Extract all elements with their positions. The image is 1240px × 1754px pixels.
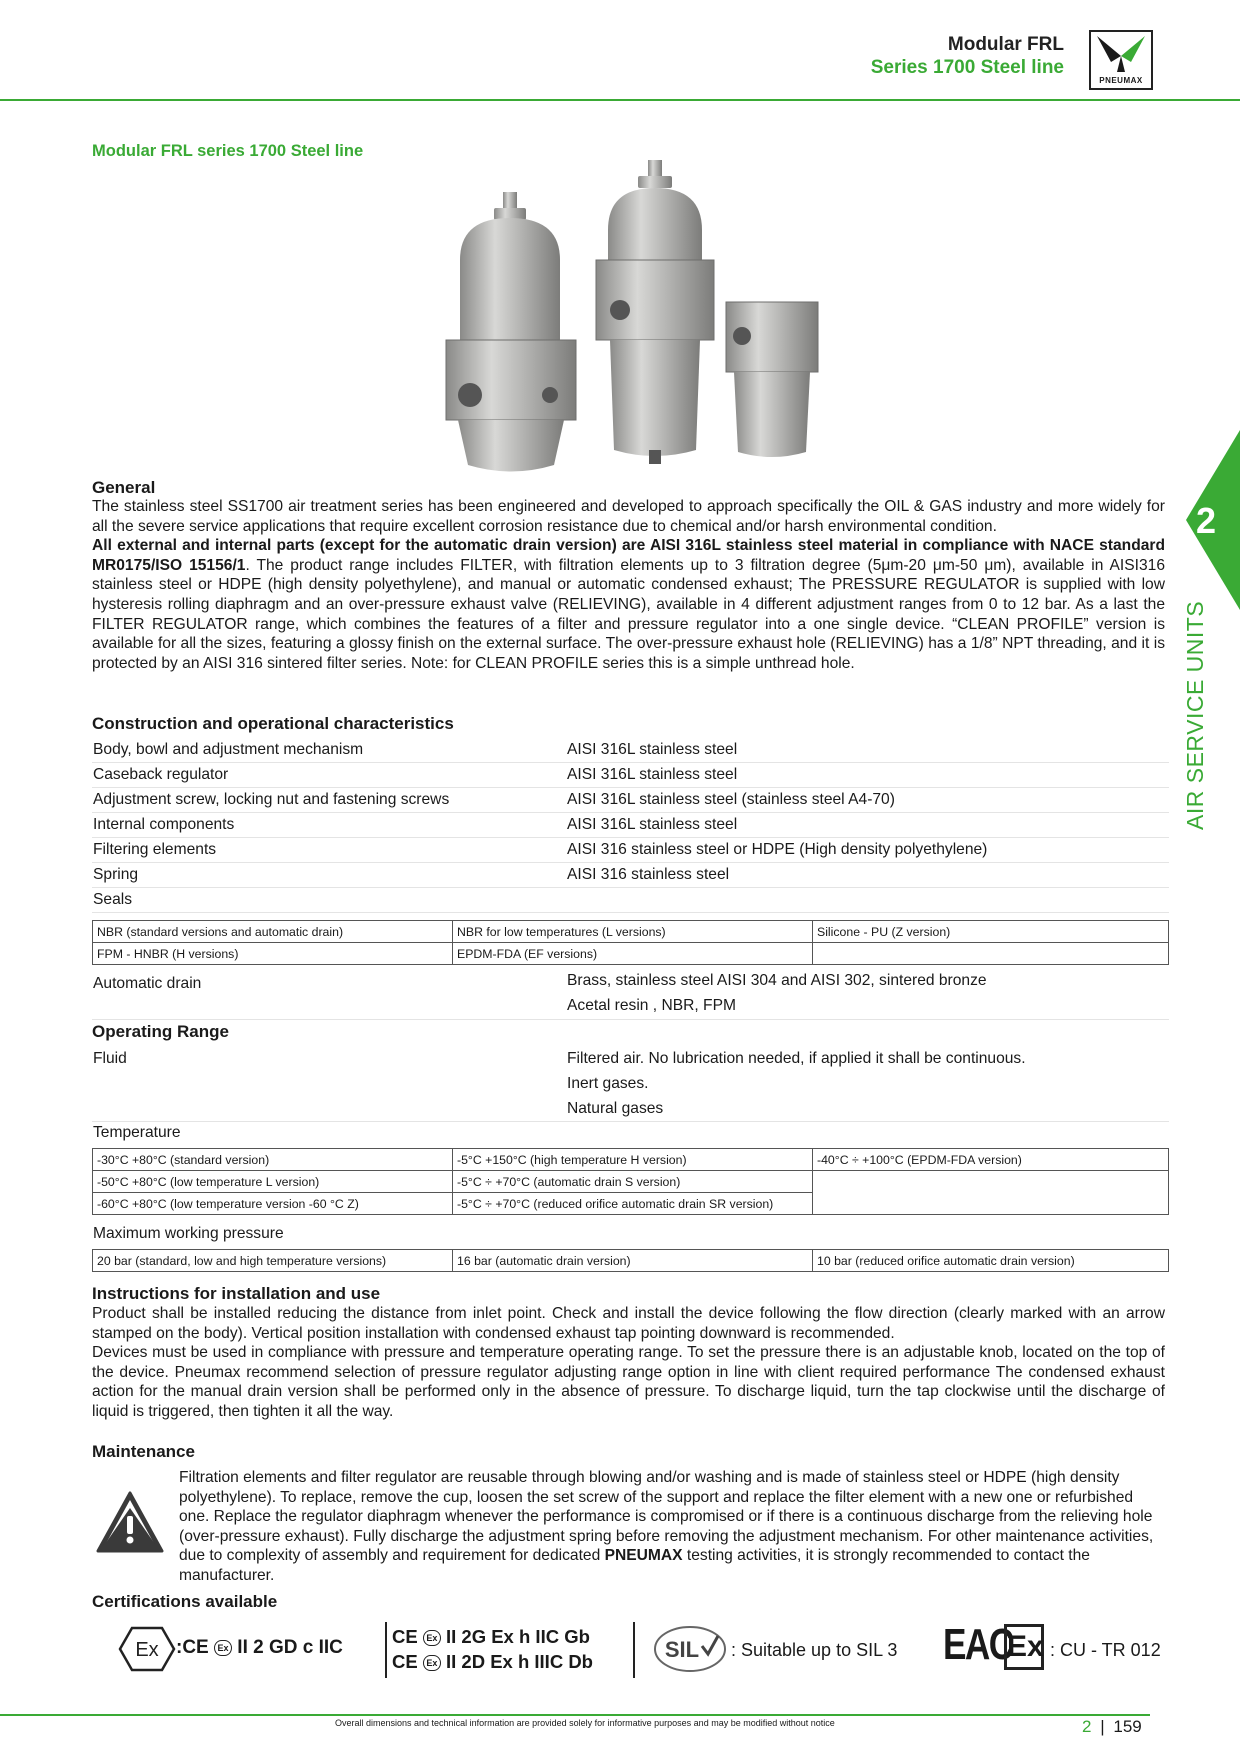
atex-hexagon-text: Ex (135, 1639, 159, 1661)
fluid-value: Inert gases. (567, 1075, 649, 1092)
maintenance-text (179, 1468, 1165, 1586)
atex-cert-1: :CE Ex II 2 GD c IIC (176, 1637, 343, 1658)
seals-table (92, 920, 1169, 965)
spec-value: AISI 316L stainless steel (567, 816, 738, 833)
spec-row (92, 862, 1169, 888)
header-subtitle: Series 1700 Steel line (870, 57, 1064, 78)
ce-mark: CE (392, 1651, 418, 1672)
maintenance-text-main: Filtration elements and filter regulator are reusable through blowing and/or washing and is made of stainless steel or HDPE (high density polyethylene). To replace, remove the cup, loosen the set screw of the support and replace the filter element with a new one or refurbished one. Replace the regulator diaphragm whenever the performance is compromised or if there is a continuous discharge from the relieving hole (over-pressure exhaust). Fully discharge the adjustment spring before removing the adjustment mechanism. For other maintenance activities, due to complexity of assembly and requirement for dedicated (179, 1469, 1154, 1565)
spec-label: Caseback regulator (93, 766, 229, 783)
table-cell: -5°C ÷ +70°C (automatic drain S version) (453, 1171, 813, 1193)
table-cell: 10 bar (reduced orifice automatic drain version) (813, 1250, 1169, 1272)
logo-mark-icon (1091, 32, 1151, 76)
installation-text (92, 1304, 1165, 1422)
general-title: General (92, 478, 156, 497)
fluid-label: Fluid (93, 1050, 127, 1067)
eac-text: : CU - TR 012 (1050, 1640, 1161, 1660)
spec-value: AISI 316L stainless steel (567, 766, 738, 783)
table-row (93, 921, 1169, 943)
spec-label: Filtering elements (93, 841, 217, 858)
atex-cert-2b-text: II 2D Ex h IIIC Db (445, 1651, 593, 1672)
drain-value: Acetal resin , NBR, FPM (567, 997, 736, 1014)
pressure-table (92, 1249, 1169, 1272)
table-cell: 20 bar (standard, low and high temperature versions) (93, 1250, 453, 1272)
atex-cert-1-text: II 2 GD c IIC (237, 1637, 343, 1658)
maintenance-title: Maintenance (92, 1442, 195, 1461)
product-photo (430, 160, 840, 480)
page-ref: 159 (1113, 1717, 1142, 1736)
maintenance-text-end: testing activities, it is strongly recommended to contact the manufacturer. (179, 1547, 1090, 1584)
table-row (93, 1250, 1169, 1272)
maintenance-brand: PNEUMAX (604, 1547, 683, 1565)
sil-logo-text: SIL (664, 1637, 700, 1662)
table-cell: 16 bar (automatic drain version) (453, 1250, 813, 1272)
atex-cert-2b (392, 1651, 593, 1673)
pneumax-logo (1089, 30, 1153, 90)
certifications-title: Certifications available (92, 1592, 278, 1611)
general-text (92, 497, 1165, 673)
construction-title: Construction and operational characteristics (92, 714, 454, 733)
ce-mark: CE (392, 1626, 418, 1647)
table-cell (813, 943, 1169, 965)
table-cell (813, 1171, 1169, 1215)
ce-mark: CE (182, 1637, 209, 1658)
table-cell: -40°C ÷ +100°C (EPDM-FDA version) (813, 1149, 1169, 1171)
spec-row (92, 787, 1169, 813)
eac-logo: EAC (943, 1620, 1013, 1669)
installation-p1: Product shall be installed reducing the distance from inlet point. Check and install the device following the flow direction (clearly marked with an arrow stamped on the body). Vertical position installation with condensed exhaust tap pointing downward is recommended. (92, 1305, 1165, 1342)
spec-row (92, 969, 1169, 1020)
temperature-label: Temperature (93, 1124, 181, 1141)
atex-hexagon-icon (118, 1624, 176, 1674)
temperature-table (92, 1148, 1169, 1215)
atex-cert-2a-text: II 2G Ex h IIC Gb (445, 1626, 590, 1647)
table-cell: -5°C +150°C (high temperature H version) (453, 1149, 813, 1171)
spec-row (92, 762, 1169, 788)
table-row (93, 1171, 1169, 1193)
table-cell: NBR for low temperatures (L versions) (453, 921, 813, 943)
spec-row (92, 737, 1169, 763)
atex-cert-2a (392, 1626, 590, 1648)
table-cell: -5°C ÷ +70°C (reduced orifice automatic drain SR version) (453, 1193, 813, 1215)
spec-value: AISI 316L stainless steel (567, 741, 738, 758)
spec-value: AISI 316L stainless steel (stainless steel A4-70) (567, 791, 895, 808)
spec-row (92, 812, 1169, 838)
spec-label: Internal components (93, 816, 235, 833)
sil-text: : Suitable up to SIL 3 (731, 1640, 898, 1660)
sil-logo-icon (652, 1624, 728, 1674)
page-number: 2 | 159 (1082, 1717, 1142, 1736)
footer-rule (0, 1714, 1150, 1716)
spec-row (92, 887, 1169, 913)
table-cell: Silicone - PU (Z version) (813, 921, 1169, 943)
drain-label: Automatic drain (93, 975, 202, 992)
logo-text: PNEUMAX (1099, 76, 1143, 85)
general-p1: The stainless steel SS1700 air treatment series has been engineered and developed to approach specifically the OIL & GAS industry and more widely for all the severe service applications that require excellent corrosion resistance due to chemical and/or harsh environmental condition. (92, 498, 1165, 535)
pressure-label: Maximum working pressure (93, 1225, 284, 1242)
table-cell: -50°C +80°C (low temperature L version) (93, 1171, 453, 1193)
spec-label: Adjustment screw, locking nut and fastening screws (93, 791, 450, 808)
chapter-ref: 2 (1082, 1717, 1092, 1736)
chapter-number: 2 (1196, 500, 1217, 541)
spec-value: AISI 316 stainless steel or HDPE (High density polyethylene) (567, 841, 988, 858)
chapter-label: AIR SERVICE UNITS (1182, 600, 1208, 830)
spec-row (92, 837, 1169, 863)
general-p2-bold: All external and internal parts (except for the automatic drain version) are AISI 316L stainless steel material in compliance with NACE standard MR0175/ISO 15156/1 (92, 537, 1165, 574)
fluid-value: Natural gases (567, 1100, 664, 1117)
seals-label: Seals (93, 891, 133, 908)
installation-title: Instructions for installation and use (92, 1284, 381, 1303)
spec-row (92, 1046, 1169, 1122)
general-p2: . The product range includes FILTER, with filtration elements up to 3 filtration degree (5μm-20 μm-50 μm), available in AISI316 stainless steel or HDPE (high density polyethylene), and manual or automatic condensed exhaust; The PRESSURE REGULATOR is supplied with low hysteresis rolling diaphragm and an over-pressure exhaust valve (RELIEVING), available in 4 different adjustment ranges from 0 to 12 bar. As a last the FILTER REGULATOR range, which combines the features of a filter and pressure regulator into a one single device. “CLEAN PROFILE” version is available for all the sizes, featuring a glossy finish on the external surface. The over-pressure exhaust hole (RELIEVING) has a 1/8” NPT threading, and it is protected by an AISI 316 sintered filter series. Note: for CLEAN PROFILE series this is a simple unthread hole. (92, 556, 1165, 672)
table-cell: -30°C +80°C (standard version) (93, 1149, 453, 1171)
ex-box-icon: Ex (1004, 1624, 1044, 1670)
ex-icon: Ex (423, 1630, 441, 1646)
installation-p2: Devices must be used in compliance with pressure and temperature operating range. To set the pressure there is an adjustable knob, located on the top of the device. Pneumax recommend selection of pressure regulator adjusting range option in line with client required performance The condensed exhaust action for the manual drain version shall be performed only in the absence of pressure. To discharge liquid, turn the tap clockwise until the discharge of liquid is triggered, then tighten it all the way. (92, 1344, 1165, 1420)
table-row (93, 943, 1169, 965)
footer-note: Overall dimensions and technical information are provided solely for informative purposes and may be modified without notice (335, 1718, 835, 1728)
ex-icon: Ex (214, 1640, 232, 1656)
table-cell: -60°C +80°C (low temperature version -60 °C Z) (93, 1193, 453, 1215)
ex-icon: Ex (423, 1655, 441, 1671)
warning-icon (95, 1490, 165, 1554)
header-title: Modular FRL (947, 34, 1064, 55)
table-cell: FPM - HNBR (H versions) (93, 943, 453, 965)
table-cell: EPDM-FDA (EF versions) (453, 943, 813, 965)
spec-value: AISI 316 stainless steel (567, 866, 730, 883)
operating-title: Operating Range (92, 1022, 229, 1041)
table-row (93, 1149, 1169, 1171)
drain-value: Brass, stainless steel AISI 304 and AISI 302, sintered bronze (567, 972, 987, 989)
spec-label: Body, bowl and adjustment mechanism (93, 741, 364, 758)
header-rule (0, 99, 1240, 101)
fluid-value: Filtered air. No lubrication needed, if applied it shall be continuous. (567, 1050, 1026, 1067)
table-cell: NBR (standard versions and automatic drain) (93, 921, 453, 943)
spec-label: Spring (93, 866, 139, 883)
page-title: Modular FRL series 1700 Steel line (92, 142, 364, 160)
